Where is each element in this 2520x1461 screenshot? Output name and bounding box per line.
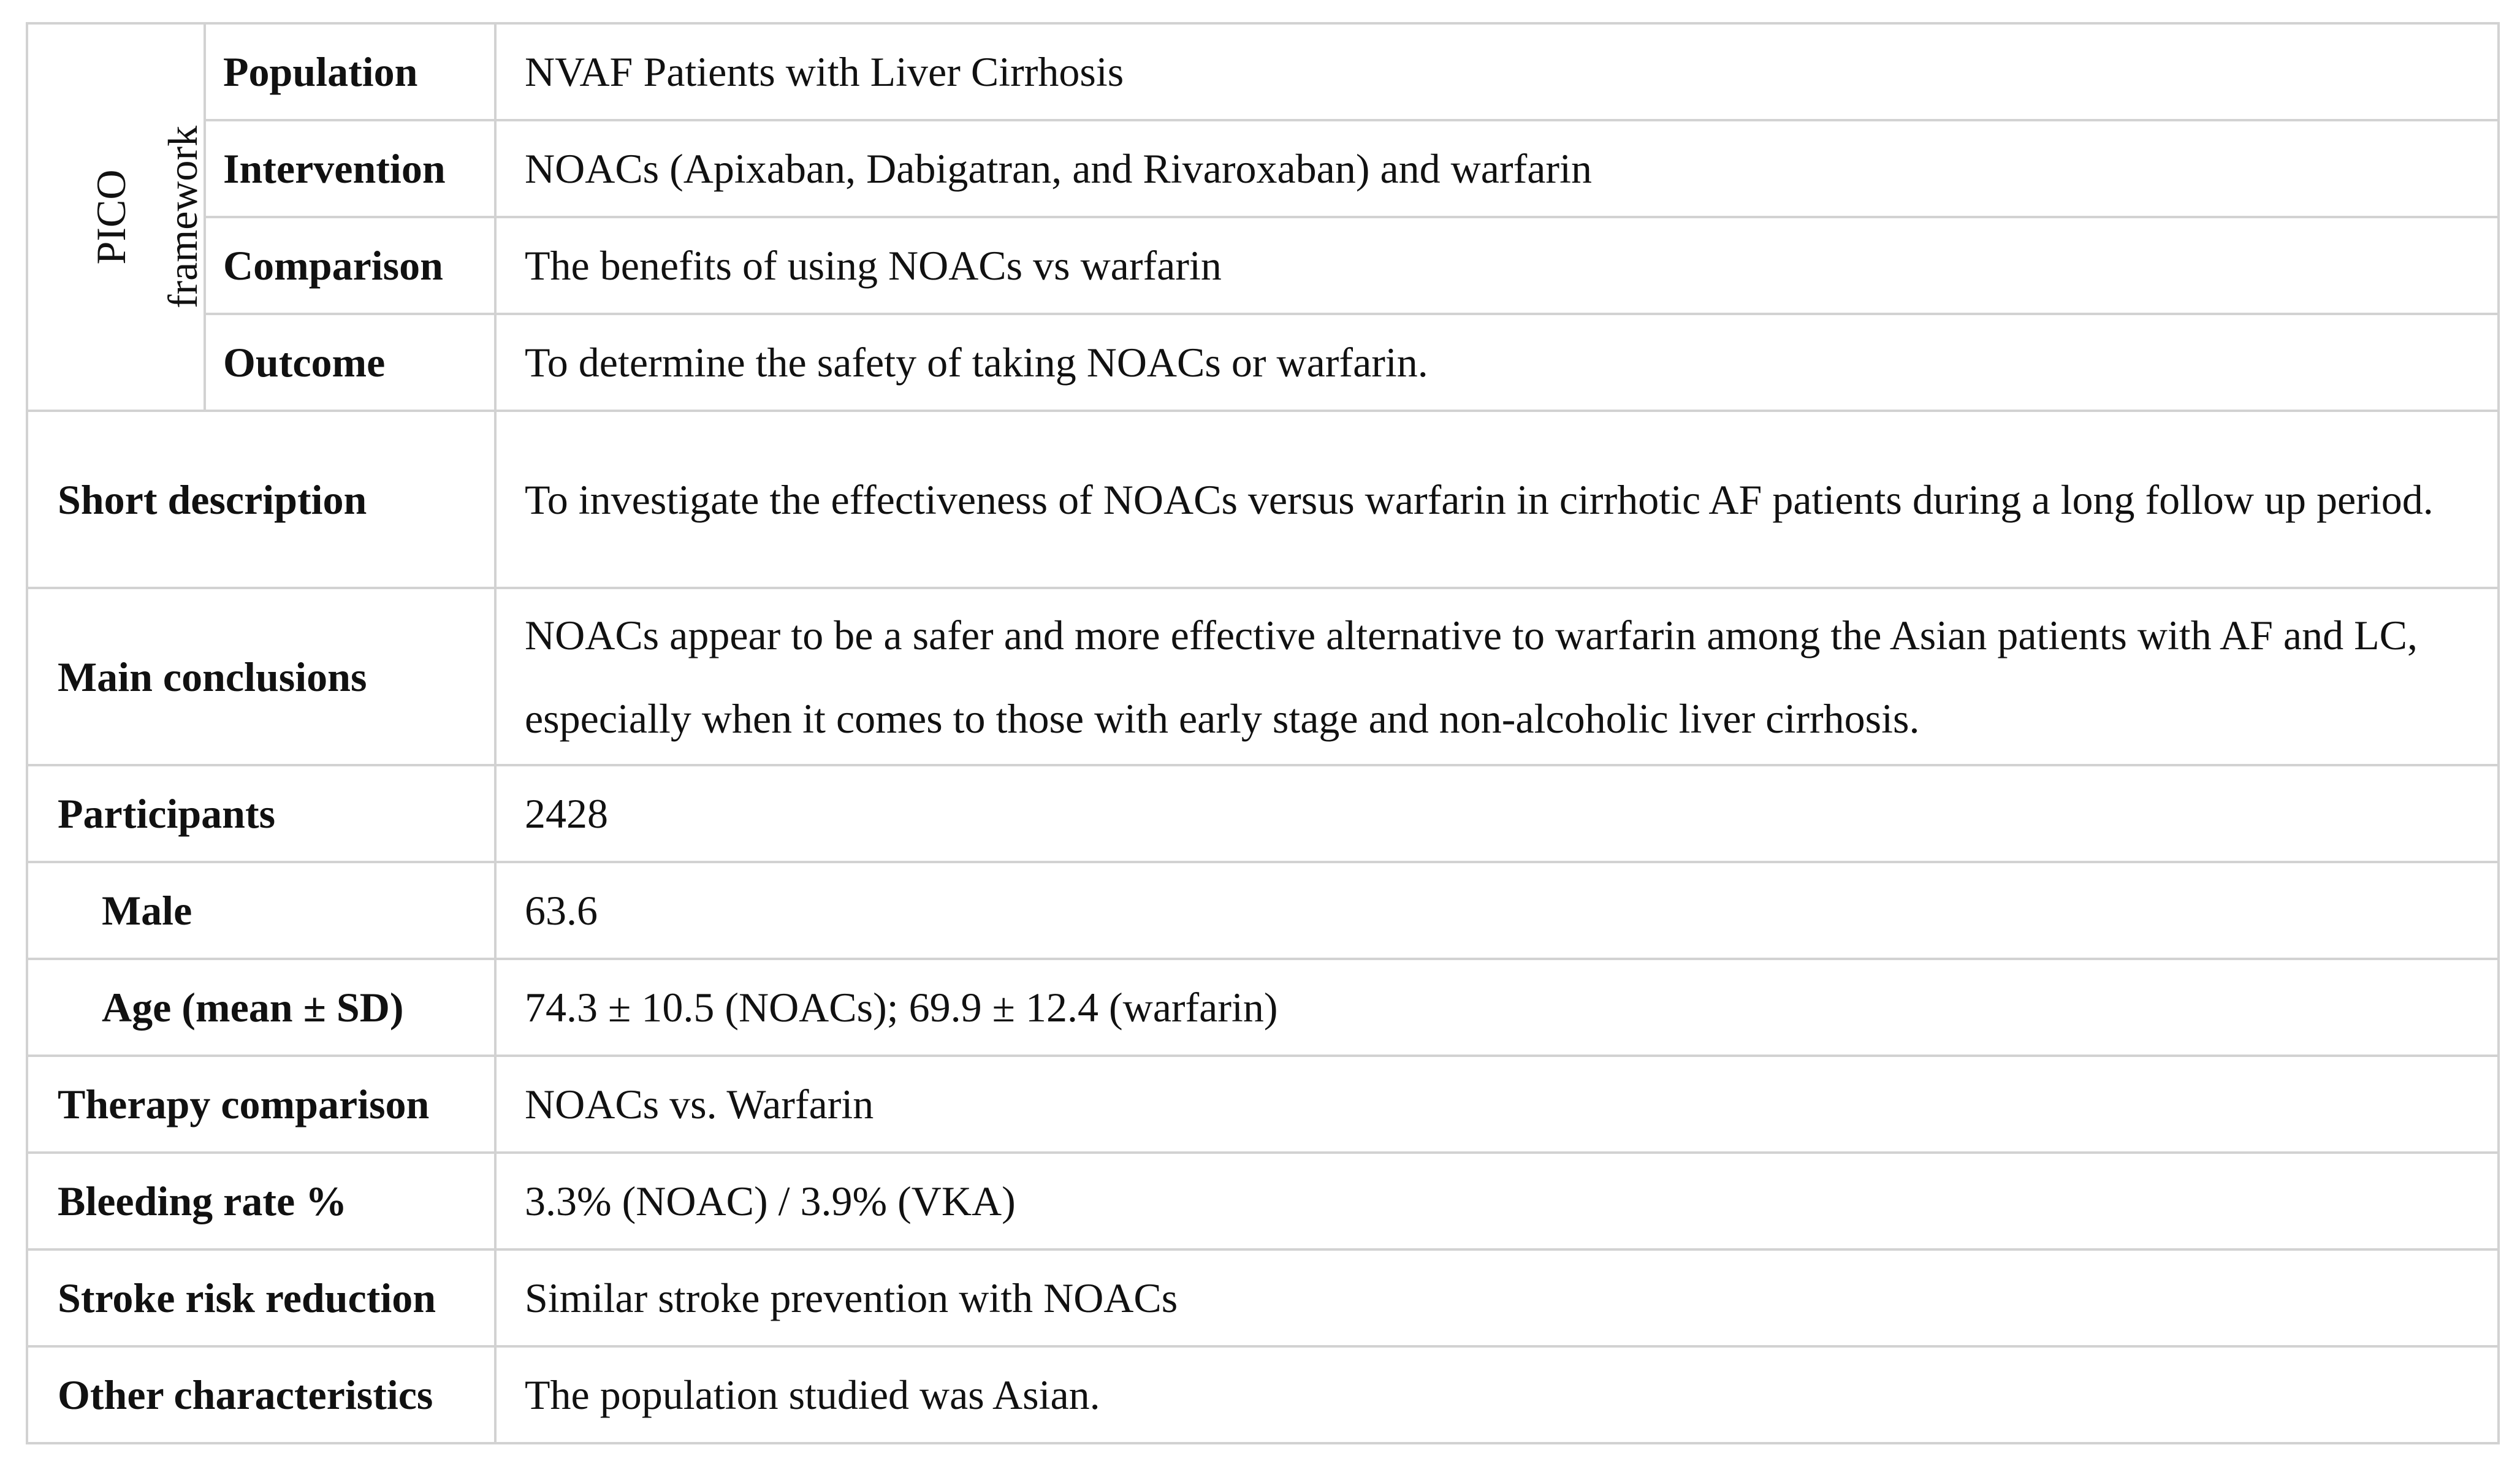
participants-label: Participants <box>27 765 495 862</box>
table-row-short-description <box>27 411 2499 588</box>
study-summary-table <box>26 22 2500 1444</box>
male-label: Male <box>27 862 495 959</box>
table-row-age <box>27 959 2499 1056</box>
comparison-label: Comparison <box>205 217 495 314</box>
pico-label: PICO <box>88 169 134 265</box>
outcome-value: To determine the safety of taking NOACs or warfarin. <box>495 314 2499 411</box>
age-value: 74.3 ± 10.5 (NOACs); 69.9 ± 12.4 (warfarin) <box>495 959 2499 1056</box>
table-row-outcome <box>27 314 2499 411</box>
comparison-value: The benefits of using NOACs vs warfarin <box>495 217 2499 314</box>
age-label: Age (mean ± SD) <box>27 959 495 1056</box>
other-characteristics-label: Other characteristics <box>27 1346 495 1443</box>
table-row-population <box>27 23 2499 120</box>
main-conclusions-label: Main conclusions <box>27 588 495 765</box>
other-characteristics-value: The population studied was Asian. <box>495 1346 2499 1443</box>
short-description-label: Short description <box>27 411 495 588</box>
therapy-comparison-value: NOACs vs. Warfarin <box>495 1056 2499 1153</box>
table-row-intervention <box>27 120 2499 217</box>
population-label: Population <box>205 23 495 120</box>
pico-label-cell <box>27 23 205 411</box>
table-row-therapy-comparison <box>27 1056 2499 1153</box>
male-value: 63.6 <box>495 862 2499 959</box>
short-description-value: To investigate the effectiveness of NOACs versus warfarin in cirrhotic AF patients during a long follow up period. <box>495 411 2499 588</box>
table-row-participants <box>27 765 2499 862</box>
population-value: NVAF Patients with Liver Cirrhosis <box>495 23 2499 120</box>
table-row-comparison <box>27 217 2499 314</box>
pico-framework-label: framework <box>159 125 206 309</box>
bleeding-rate-value: 3.3% (NOAC) / 3.9% (VKA) <box>495 1153 2499 1249</box>
outcome-label: Outcome <box>205 314 495 411</box>
table-row-bleeding-rate <box>27 1153 2499 1249</box>
stroke-risk-label: Stroke risk reduction <box>27 1249 495 1346</box>
main-conclusions-value: NOACs appear to be a safer and more effective alternative to warfarin among the Asian patients with AF and LC, especially when it comes to those with early stage and non-alcoholic liver cirrhosis. <box>495 588 2499 765</box>
table-row-stroke-risk <box>27 1249 2499 1346</box>
intervention-label: Intervention <box>205 120 495 217</box>
stroke-risk-value: Similar stroke prevention with NOACs <box>495 1249 2499 1346</box>
intervention-value: NOACs (Apixaban, Dabigatran, and Rivaroxaban) and warfarin <box>495 120 2499 217</box>
bleeding-rate-label: Bleeding rate % <box>27 1153 495 1249</box>
therapy-comparison-label: Therapy comparison <box>27 1056 495 1153</box>
table-row-other-characteristics <box>27 1346 2499 1443</box>
table-row-male <box>27 862 2499 959</box>
participants-value: 2428 <box>495 765 2499 862</box>
table-row-main-conclusions <box>27 588 2499 765</box>
